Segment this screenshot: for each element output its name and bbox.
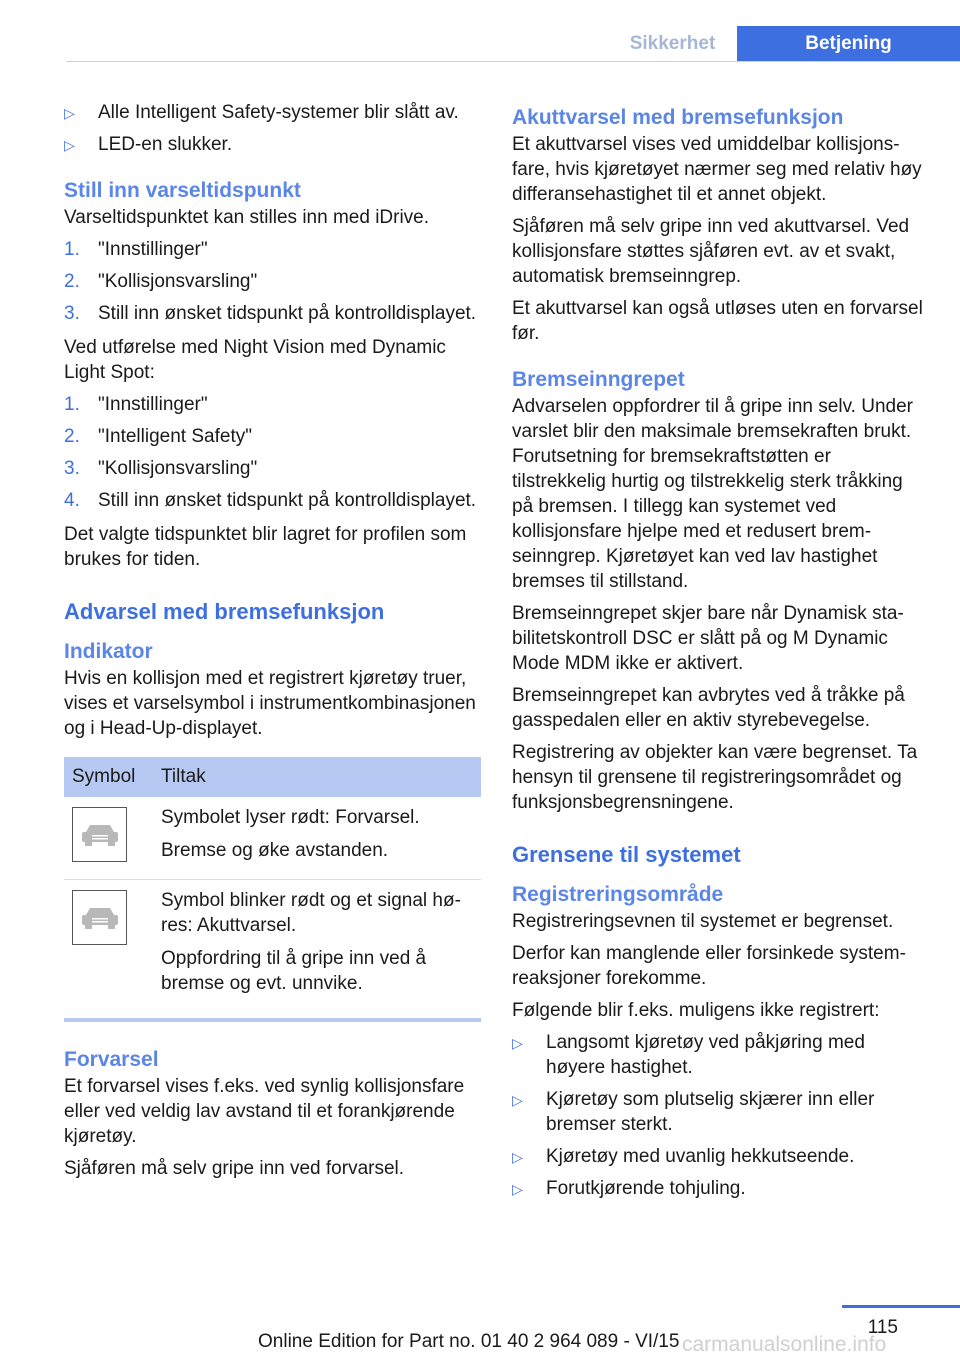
table-cell-text: Symbol blinker rødt og et signal høres: Akuttvarsel. bbox=[161, 890, 461, 936]
list-item: 1. "Innstillinger" bbox=[64, 239, 208, 260]
heading-indikator: Indikator bbox=[64, 640, 153, 663]
list-item: ▷ Forutkjørende tohjuling. bbox=[512, 1176, 928, 1201]
triangle-right-icon: ▷ bbox=[512, 1181, 523, 1197]
paragraph: Registrering av objekter kan være begrenset. Ta hensyn til grensene til registreringsområdet og funksjonsbegrensningene. bbox=[512, 742, 918, 813]
tab-betjening[interactable]: Betjening bbox=[737, 26, 960, 61]
step-number: 1. bbox=[64, 239, 80, 260]
footer-rule bbox=[842, 1305, 960, 1308]
step-number: 2. bbox=[64, 271, 80, 292]
col-symbol: Symbol bbox=[64, 757, 161, 797]
symbol-table bbox=[64, 757, 481, 1022]
paragraph: Et akuttvarsel vises ved umiddelbar kollisjonsfare, hvis kjøretøyet nærmer seg med relativ høy differansehastighet til et annet objekt. bbox=[512, 134, 922, 205]
list-item: ▷ Kjøretøy med uvanlig hekkutseende. bbox=[512, 1144, 928, 1169]
bullet-list-top bbox=[64, 100, 481, 157]
paragraph: Et akuttvarsel kan også utløses uten en forvarsel før. bbox=[512, 298, 923, 344]
list-item: 3. "Kollisjonsvarsling" bbox=[64, 458, 258, 479]
car-front-icon bbox=[72, 807, 127, 862]
paragraph: Følgende blir f.eks. muligens ikke registrert: bbox=[512, 1000, 880, 1021]
left-column bbox=[64, 100, 481, 1188]
step-number: 1. bbox=[64, 394, 80, 415]
table-cell-text: Bremse og øke avstanden. bbox=[161, 840, 389, 861]
list-item: 2. "Kollisjonsvarsling" bbox=[64, 271, 258, 292]
heading-akuttvarsel: Akuttvarsel med bremsefunksjon bbox=[512, 106, 844, 129]
paragraph: Registreringsevnen til systemet er begrenset. bbox=[512, 911, 894, 932]
step-number: 3. bbox=[64, 458, 80, 479]
step-number: 4. bbox=[64, 490, 80, 511]
triangle-right-icon: ▷ bbox=[64, 105, 75, 121]
paragraph: Hvis en kollisjon med et registrert kjøretøy truer, vises et varselsymbol i instrumentkombinasjonen og i Head-Up-displayet. bbox=[64, 668, 476, 739]
list-item: 1. "Innstillinger" bbox=[64, 394, 208, 415]
paragraph: Bremseinngrepet kan avbrytes ved å tråkke på gasspedalen eller en aktiv styrebevegelse. bbox=[512, 685, 905, 731]
triangle-right-icon: ▷ bbox=[512, 1149, 523, 1165]
table-row bbox=[64, 880, 481, 1021]
heading-grensene: Grensene til systemet bbox=[512, 842, 741, 867]
paragraph: Ved utførelse med Night Vision med Dynamic Light Spot: bbox=[64, 337, 446, 383]
col-tiltak: Tiltak bbox=[161, 757, 481, 797]
heading-bremseinngrepet: Bremseinngrepet bbox=[512, 368, 685, 391]
table-header-row bbox=[64, 757, 481, 797]
numbered-list bbox=[64, 237, 481, 326]
paragraph: Det valgte tidspunktet blir lagret for profilen som brukes for tiden. bbox=[64, 524, 467, 570]
watermark: carmanualsonline.info bbox=[682, 1333, 887, 1356]
heading-advarsel: Advarsel med bremsefunksjon bbox=[64, 599, 385, 624]
step-number: 2. bbox=[64, 426, 80, 447]
triangle-right-icon: ▷ bbox=[64, 137, 75, 153]
bullet-list bbox=[512, 1030, 928, 1201]
paragraph: Bremseinngrepet skjer bare når Dynamisk stabilitetskontroll DSC er slått på og M Dynamic Mode MDM ikke er aktivert. bbox=[512, 603, 904, 674]
paragraph: Sjåføren må selv gripe inn ved forvarsel. bbox=[64, 1158, 405, 1179]
header-rule bbox=[66, 61, 960, 62]
right-column bbox=[512, 100, 928, 1210]
list-item: ▷ Kjøretøy som plutselig skjærer inn eller bremser sterkt. bbox=[512, 1089, 875, 1135]
table-cell-text: Symbolet lyser rødt: Forvarsel. bbox=[161, 807, 420, 828]
paragraph: Varseltidspunktet kan stilles inn med iDrive. bbox=[64, 207, 430, 228]
table-cell-text: Oppfordring til å gripe inn ved å bremse og evt. unnvike. bbox=[161, 948, 427, 994]
numbered-list bbox=[64, 392, 481, 513]
heading-registreringsomrade: Registreringsområde bbox=[512, 883, 724, 906]
heading-forvarsel: Forvarsel bbox=[64, 1048, 159, 1071]
tab-sikkerhet[interactable]: Sikkerhet bbox=[629, 33, 716, 54]
list-item: ▷ Langsomt kjøretøy ved påkjøring med høyere hastighet. bbox=[512, 1032, 865, 1078]
paragraph: Derfor kan manglende eller forsinkede systemreaksjoner forekomme. bbox=[512, 943, 906, 989]
car-front-icon bbox=[72, 890, 127, 945]
heading-still-inn: Still inn varseltidspunkt bbox=[64, 179, 301, 202]
list-item: 2. "Intelligent Safety" bbox=[64, 426, 252, 447]
list-item: ▷ Alle Intelligent Safety-systemer blir slått av. bbox=[64, 100, 481, 125]
triangle-right-icon: ▷ bbox=[512, 1035, 523, 1051]
edition-text: Online Edition for Part no. 01 40 2 964 089 - VI/15 bbox=[258, 1331, 680, 1352]
paragraph: Et forvarsel vises f.eks. ved synlig kollisjonsfare eller ved veldig lav avstand til et forankjørende kjøretøy. bbox=[64, 1076, 465, 1147]
triangle-right-icon: ▷ bbox=[512, 1092, 523, 1108]
table-row bbox=[64, 797, 481, 880]
page-number: 115 bbox=[867, 1317, 898, 1338]
paragraph: Advarselen oppfordrer til å gripe inn selv. Under varslet blir den maksimale bremsekraften brukt. Forutsetning for bremsekraftstøtten er tilstrekkelig hurtig og tilstrekkelig sterk tråkking på bremsen. I tillegg kan systemet ved kollisjonsfare hjelpe med et redusert bremseinngrep. Kjøretøyet kan ved lav hastighet bremses til stillstand. bbox=[512, 396, 913, 592]
list-item: 4. Still inn ønsket tidspunkt på kontrolldisplayet. bbox=[64, 490, 477, 511]
paragraph: Sjåføren må selv gripe inn ved akuttvarsel. Ved kollisjonsfare støttes sjåføren evt. av et svakt, automatisk bremseinngrep. bbox=[512, 216, 910, 287]
step-number: 3. bbox=[64, 303, 80, 324]
list-item: ▷ LED-en slukker. bbox=[64, 132, 481, 157]
list-item: 3. Still inn ønsket tidspunkt på kontrolldisplayet. bbox=[64, 303, 477, 324]
